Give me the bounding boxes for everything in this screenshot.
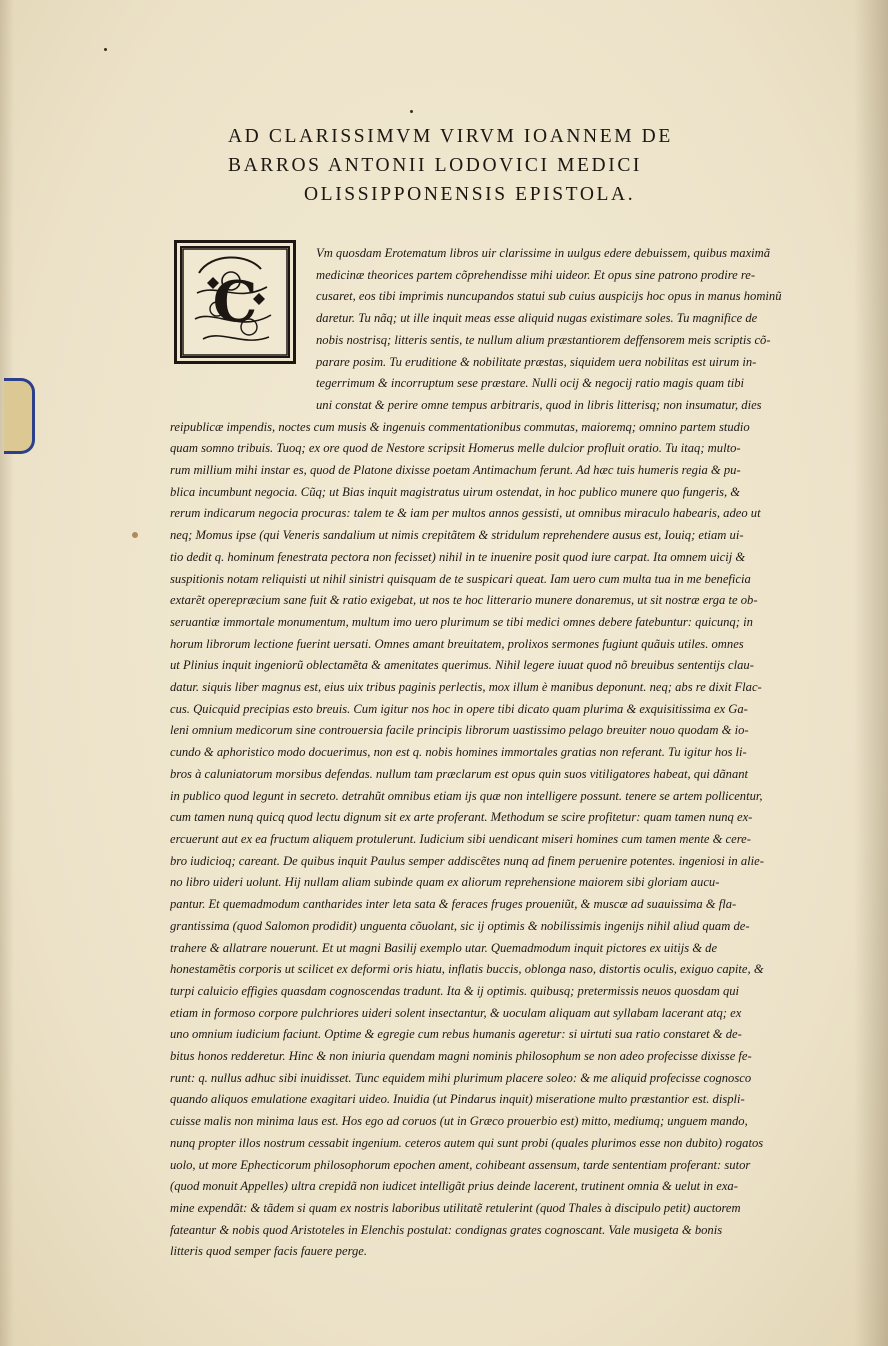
text-line: reipublicæ impendis, noctes cum musis & ingenuis commentationibus commutas, maioremq; omnino partem studio [170,419,750,434]
text-line: turpi caluicio effigies quasdam cognoscendas tradunt. Ita & ij optimis. quibusq; pretermissis neuos quosdam qui [170,983,740,998]
text-line: cus. Quicquid precipias esto breuis. Cum igitur nos hoc in opere tibi dicato quam plurima & exquisitissima ex Ga- [170,701,748,716]
text-line: daretur. Tu nãq; ut ille inquit meas esse aliquid nugas existimare soles. Tu magnifice de [316,311,758,326]
text-line: leni omnium medicorum sine controuersia facile principis librorum uastissimo pelago breuiter nouo quodam & io- [170,723,749,738]
text-line: rerum indicarum negocia procuras: talem te & iam per multos annos gessisti, ut omnibus miraculo habearis, adeo ut [170,506,761,521]
text-line: uolo, ut more Ephecticorum philosophorum epochen ament, cohibeant assensum, tarde sententiam proferant: sutor [170,1157,751,1172]
text-line: extarẽt operepræcium sane fuit & ratio exigebat, ut nos te hoc litterario munere donaremus, ut sit nostræ erga te ob- [170,593,758,608]
text-line: nobis nostrisq; litteris sentis, te nullum alium præstantiorem deffensorem meis scriptis cõ- [316,332,771,347]
text-line: medicinæ theorices partem cõprehendisse mihi uideor. Et opus sine patrono prodire re- [316,267,756,282]
text-line: tegerrimum & incorruptum sese præstare. Nulli ocij & negocij ratio magis quam tibi [316,376,745,391]
text-line: ercuerunt aut ex ea fructum aliquem protulerunt. Iudicium sibi uendicant miseri homines cum tamen mente & cere- [170,831,751,846]
text-line: cum tamen nunq quicq quod lectu dignum sit ex arte proferant. Methodum se scire profitetur: quam tamen nunq ex- [170,810,753,825]
text-line: uno omnium iudicium faciunt. Optime & egregie cum rebus humanis ageretur: si uirtuti sua ratio constaret & de- [170,1027,742,1042]
heading-line: OLISSIPPONENSIS EPISTOLA. [304,184,636,205]
text-line: tio dedit q. hominum fenestrata pectora non fecisset) nihil in te inuenire posit quod iure carpat. Ita omnem uicij & [170,549,746,564]
ink-speck [104,48,107,51]
epistle-heading [228,122,768,209]
text-line: parare posim. Tu eruditione & nobilitate præstas, siquidem uera nobilitas est uirum in- [316,354,757,369]
text-line: quam somno tribuis. Tuoq; ex ore quod de Nestore scripsit Homerus melle dulcior profluit oratio. Tu itaq; multo- [170,441,741,456]
text-line: cundo & aphoristico modo docuerimus, non est q. nobis homines immortales gratias non referant. Tu igitur hos li- [170,745,747,760]
epistle-body [170,243,846,1263]
text-line: datur. siquis liber magnus est, eius uix tribus paginis perlectis, mox illum è manibus deponunt. neq; abs re dixit Flac- [170,680,762,695]
text-line: rum millium mihi instar es, quod de Platone dixisse poetam Antimachum ferunt. Ad hæc tuis humeris regia & pu- [170,463,741,478]
paper-stain [132,532,138,538]
text-line: no libro uideri uolunt. Hij nullam aliam subinde quam ex aliorum reprehensione maiorem sibi gloriam aucu- [170,875,720,890]
page-edge-shadow [854,0,888,1346]
text-line: in publico quod legunt in secreto. detrahũt omnibus etiam ijs quæ non intelligere possunt. tenere se artem pollicentur, [170,788,763,803]
text-line: cuisse malis non minima laus est. Hos ego ad coruos (ut in Græco prouerbio est) mitto, mediumq; unguem mando, [170,1114,748,1129]
text-line: etiam in formoso corpore pulchriores uideri solent insectantur, & uoculam aliquam aut syllabam lacerant atq; ex [170,1005,742,1020]
text-line: ut Plinius inquit ingeniorũ oblectamẽta & amenitates querimus. Nihil legere iuuat quod nõ breuibus sententijs clau- [170,658,754,673]
text-line: nunq propter illos nostrum cessabit ingenium. ceteros autem qui sunt probi (quales plurimos esse non dubito) rogatos [170,1135,764,1150]
text-line: bro iudicioq; careant. De quibus inquit Paulus semper addiscẽtes nunq ad finem peruenire potentes. ingeniosi in alie- [170,853,764,868]
bookmark-tab [4,378,35,454]
text-line: pantur. Et quemadmodum cantharides inter leta sata & feraces fruges proueniũt, & muscæ ad suauissima & fla- [170,897,737,912]
text-line: cusaret, eos tibi imprimis nuncupandos statui sub cuius auspicijs hoc opus in manus hominũ [316,289,782,304]
text-line: litteris quod semper facis fauere perge. [170,1244,368,1259]
ink-speck [410,110,413,113]
text-line: horum librorum lectione fuerint uersati. Omnes amant breuitatem, prolixos sermones fugiunt quãuis utiles. omnes [170,636,744,651]
text-line: neq; Momus ipse (qui Veneris sandalium ut nimis crepitãtem & stridulum reprehendere ausus est, Iouiq; etiam ui- [170,528,744,543]
text-line: runt: q. nullus adhuc sibi inuidisset. Tunc equidem mihi plurimum placere soleo: & me aliquid profecisse cognosco [170,1070,752,1085]
text-line: trahere & allatrare nouerunt. Et ut magni Basilij exemplo utar. Quemadmodum inquit pictores ex uitijs & de [170,940,718,955]
text-line: quando aliquos emulatione exagitari uideo. Inuidia (ut Pindarus inquit) miseratione multo præstantior est. displi- [170,1092,745,1107]
heading-line: AD CLARISSIMVM VIRVM IOANNEM DE [228,126,673,147]
text-line: mine expendãt: & tãdem si quam ex nostris laboribus utilitatẽ retulerint (quod Thales à discipulo petit) auctorem [170,1200,741,1215]
text-line: grantissima (quod Salomon prodidit) unguenta cõuolant, sic ij optimis & nobilissimis ingenijs nihil aliud quam de- [170,918,750,933]
binding-shadow [0,0,14,1346]
text-line: blica incumbunt negocia. Cũq; ut Bias inquit magistratus uirum ostendat, in hoc publico munere quo fungeris, & [170,484,741,499]
text-line: Vm quosdam Erotematum libros uir clarissime in uulgus edere debuissem, quibus maximã [316,246,771,260]
text-line: fateantur & nobis quod Aristoteles in Elenchis postulat: condignas grates cognoscant. Vale musigeta & bonis [170,1222,723,1237]
text-line: bros à caluniatorum morsibus defendas. nullum tam præclarum est opus quin suos vitiligatores habeat, qui dãnant [170,766,749,781]
text-line: uni constat & perire omne tempus arbitraris, quod in libris litterisq; non insumatur, dies [316,397,762,412]
heading-line: BARROS ANTONII LODOVICI MEDICI [228,155,643,176]
text-line: (quod monuit Appelles) ultra crepidã non iudicet intelligãt prius deinde lacerent, trutinent omnia & uelut in exa- [170,1179,738,1194]
text-line: honestamẽtis corporis ut scilicet ex deformi oris hiatu, inflatis buccis, oblonga naso, distortis oculis, exiguo capite, & [170,962,764,977]
text-line: bitus honos redderetur. Hinc & non iniuria quendam magni nominis philosophum se non adeo profecisse dixisse fe- [170,1049,752,1064]
initial-glyph: C [212,269,258,335]
text-line: seruantiæ immortale monumentum, multum imo uero plurimum se tibi medici omnes debere fatebuntur: quicunq; in [170,614,753,629]
text-line: suspitionis notam reliquisti ut nihil sinistri quisquam de te suspicari queat. Iam uero cum multa tua in me beneficia [170,571,751,586]
